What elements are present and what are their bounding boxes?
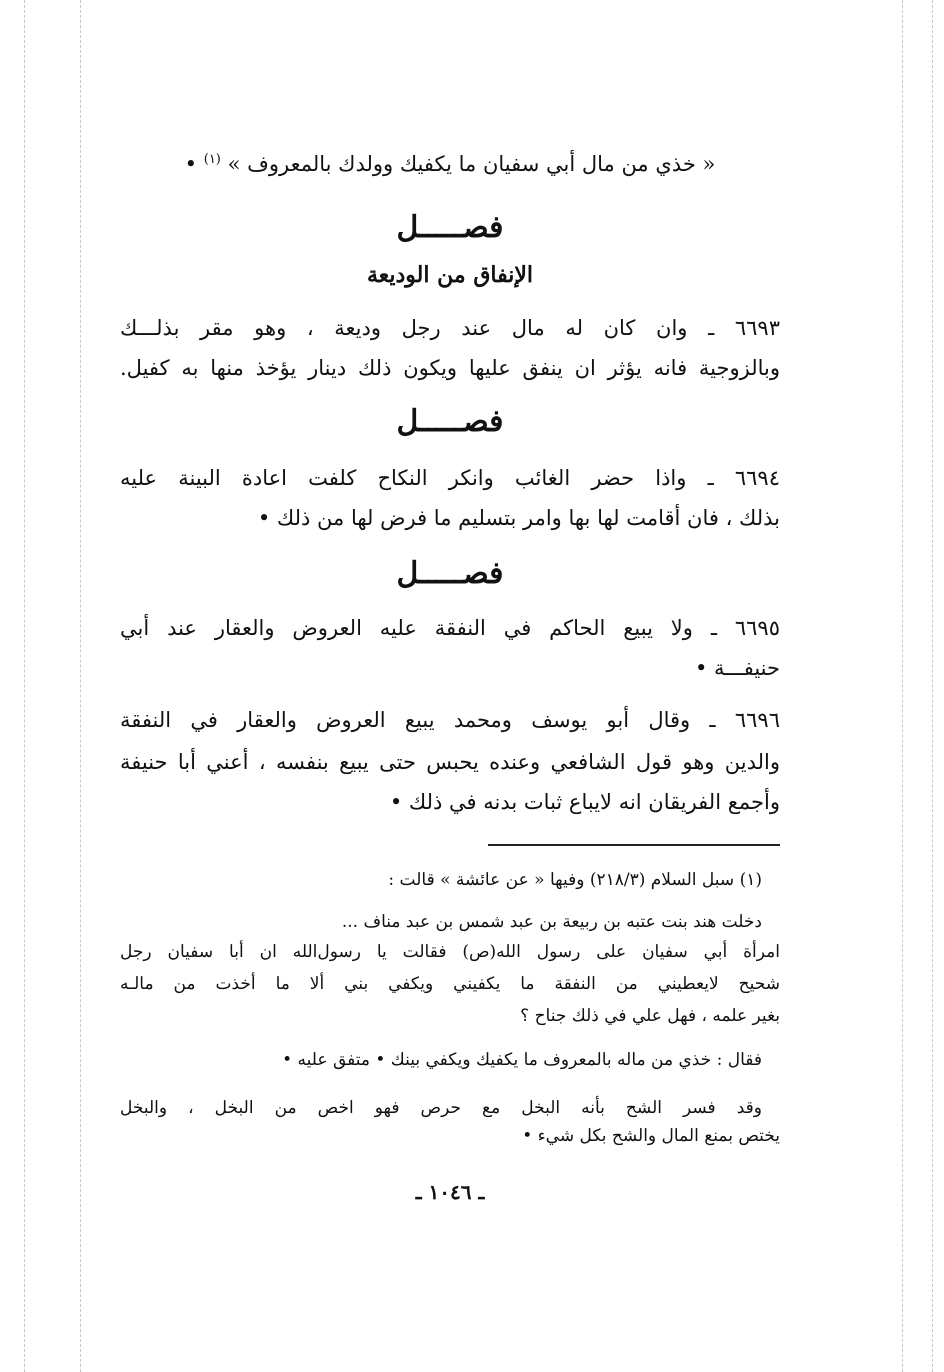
- paragraph-6693-line-2: وبالزوجية فانه يؤثر ان ينفق عليها ويكون ذلك دينار يؤخذ منها به كفيل.: [120, 356, 780, 380]
- paragraph-6696-line-3: وأجمع الفريقان انه لايباع ثبات بدنه في ذلك •: [389, 790, 780, 814]
- quote-end: •: [184, 152, 198, 176]
- quote-footnote-ref: (١): [203, 152, 221, 167]
- footnote-line-6: وقد فسر الشح بأنه البخل مع حرص فهو اخص من البخل ، والبخل: [120, 1098, 762, 1118]
- paragraph-6694-line-2: بذلك ، فان أقامت لها بها وامر بتسليم ما فرض لها من ذلك •: [257, 506, 780, 530]
- footnote-line-4: بغير علمه ، فهل علي في ذلك جناح ؟: [520, 1006, 780, 1026]
- paragraph-6693-line-1: ٦٦٩٣ ـ وان كان له مال عند رجل وديعة ، وهو مقر بذلـــك: [120, 316, 780, 340]
- paragraph-6695-line-2: حنيفـــة •: [694, 656, 780, 680]
- right-margin-dots: [902, 0, 903, 1372]
- quote-text: « خذي من مال أبي سفيان ما يكفيك وولدك بالمعروف »: [227, 152, 716, 176]
- footnote-line-5: فقال : خذي من ماله بالمعروف ما يكفيك ويكفي بينك • متفق عليه •: [282, 1050, 762, 1070]
- footnote-reference: (١) سبل السلام (٢١٨/٣) وفيها « عن عائشة » قالت :: [388, 870, 762, 890]
- page-number: ـ ١٠٤٦ ـ: [415, 1180, 485, 1204]
- right-margin-dots-outer: [932, 0, 933, 1372]
- footnote-line-1: دخلت هند بنت عتبه بن ربيعة بن عبد شمس بن عبد مناف ...: [341, 912, 762, 932]
- footnote-line-7: يختص بمنع المال والشح بكل شيء •: [522, 1126, 780, 1146]
- opening-quote: [120, 152, 780, 176]
- paragraph-6696-line-1: ٦٦٩٦ ـ وقال أبو يوسف ومحمد يبيع العروض والعقار في النفقة: [120, 708, 780, 732]
- footnote-line-3: شحيح لايعطيني من النفقة ما يكفيني ويكفي بني ألا ما أخذت من مالـه: [120, 974, 780, 994]
- document-page: [120, 0, 780, 1372]
- footnote-line-2: امرأة أبي سفيان على رسول الله(ص) فقالت يا رسول‌الله ان أبا سفيان رجل: [120, 942, 780, 962]
- section-heading-2: فصـــــل: [396, 404, 504, 439]
- paragraph-6694-line-1: ٦٦٩٤ ـ واذا حضر الغائب وانكر النكاح كلفت اعادة البينة عليه: [120, 466, 780, 490]
- paragraph-6695-line-1: ٦٦٩٥ ـ ولا يبيع الحاكم في النفقة عليه العروض والعقار عند أبي: [120, 616, 780, 640]
- section-subtitle-1: الإنفاق من الوديعة: [366, 262, 534, 288]
- section-heading-1: فصـــــل: [396, 210, 504, 245]
- left-margin-dots: [24, 0, 25, 1372]
- section-heading-3: فصـــــل: [396, 556, 504, 591]
- footnote-separator: [488, 844, 780, 846]
- paragraph-6696-line-2: والدين وهو قول الشافعي وعنده يحبس حتى يبيع بنفسه ، أعني أبا حنيفة: [120, 750, 780, 774]
- left-margin-dots-inner: [80, 0, 81, 1372]
